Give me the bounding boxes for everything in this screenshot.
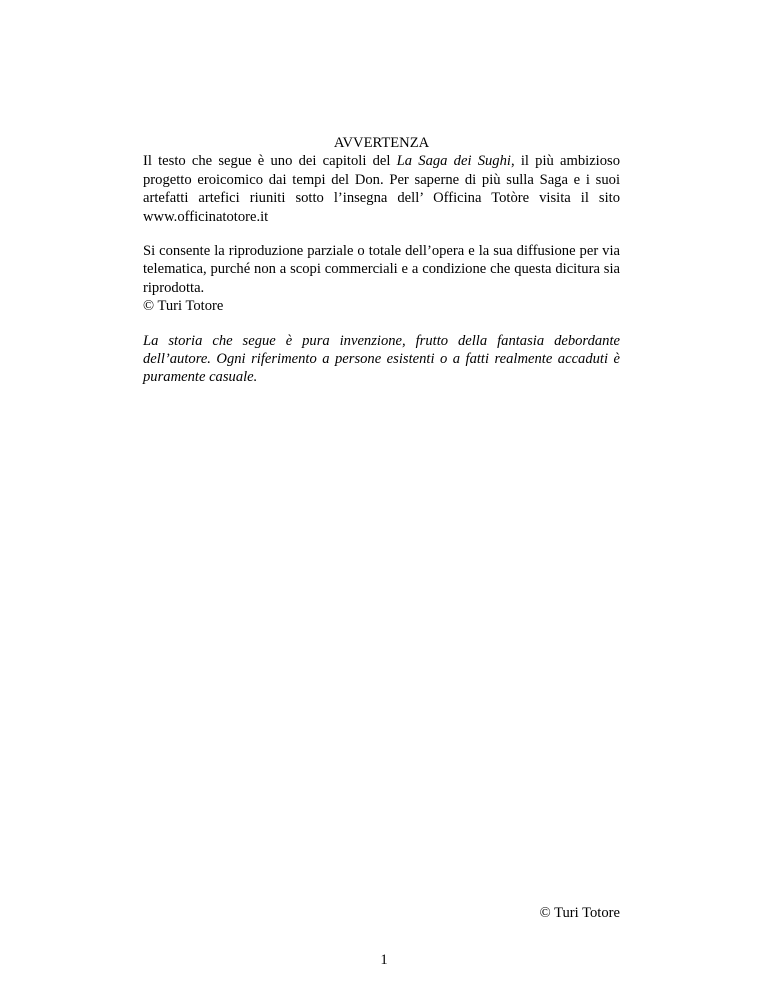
intro-text-start: Il testo che segue è uno dei capitoli del (143, 153, 397, 170)
page-number: 1 (380, 952, 388, 968)
notice-heading: AVVERTENZA (333, 135, 430, 151)
intro-text-end: , il più ambizioso progetto eroicomico dai tempi del Don. Per saperne di più sulla Saga e i suoi artefatti artefici riuniti sotto l’insegna dell’ Officina Totòre visita il sito www.officinatotore.it (143, 153, 620, 225)
paragraph-spacer (143, 226, 620, 242)
saga-title: La Saga dei Sughi (396, 153, 511, 170)
disclaimer-paragraph: La storia che segue è pura invenzione, frutto della fantasia debordante dell’autore. Ogni riferimento a persone esistenti o a fatti realmente accaduti è puramente casuale. (143, 332, 620, 386)
license-paragraph: Si consente la riproduzione parziale o totale dell’opera e la sua diffusione per via telematica, purché non a scopi commerciali e a condizione che questa dicitura sia riprodotta. (143, 243, 620, 296)
notice-block (143, 134, 620, 387)
copyright-line: © Turi Totore (143, 298, 224, 315)
intro-paragraph (143, 152, 620, 226)
paragraph-spacer (143, 316, 620, 332)
footer-copyright: © Turi Totore (539, 905, 620, 921)
